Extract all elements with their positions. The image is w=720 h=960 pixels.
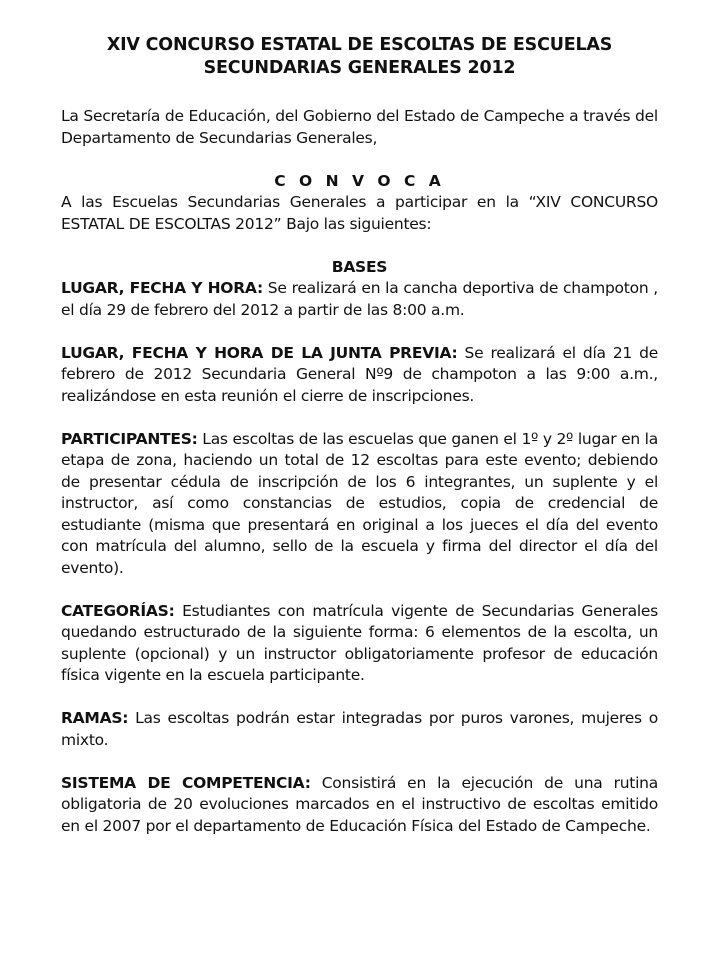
spacer [61, 687, 658, 709]
section-text: Las escoltas de las escuelas que ganen el 1º y 2º lugar en la etapa de zona, haciendo un total de 12 escoltas para este evento; debiendo de presentar cédula de inscripción de los 6 integrantes, un suplente y el instructor, así como constancias de estudios, copia de credencial de estudiante (misma que presentará en original a los jueces el día del evento con matrícula del alumno, sello de la escuela y firma del director el día del evento). [61, 429, 658, 577]
section-text: Consistirá en la ejecución de una rutina obligatoria de 20 evoluciones marcados en el instructivo de escoltas emitido en el 2007 por el departamento de Educación Física del Estado de Campeche. [61, 773, 658, 835]
section-label: RAMAS: [61, 709, 129, 727]
title-line-1: XIV CONCURSO ESTATAL DE ESCOLTAS DE ESCUELAS [106, 35, 613, 55]
section-categorias [61, 601, 658, 687]
spacer [61, 321, 658, 343]
section-label: LUGAR, FECHA Y HORA DE LA JUNTA PREVIA: [61, 343, 458, 362]
document-page [61, 34, 658, 837]
section-text: Se realizará en la cancha deportiva de champoton , el día 29 de febrero del 2012 a partir de las 8:00 a.m. [61, 279, 658, 319]
convoca-heading: C O N V O C A [274, 171, 445, 190]
section-lugar-fecha-hora [61, 278, 658, 321]
section-participantes [61, 429, 658, 580]
section-sistema-competencia [61, 773, 658, 838]
section-label: PARTICIPANTES: [61, 429, 198, 448]
spacer [61, 407, 658, 429]
spacer [61, 579, 658, 601]
section-label: LUGAR, FECHA Y HORA: [61, 279, 263, 297]
spacer [61, 751, 658, 773]
section-junta-previa [61, 343, 658, 408]
spacer [61, 149, 658, 171]
title-line-2: SECUNDARIAS GENERALES 2012 [203, 58, 516, 78]
intro-paragraph: La Secretaría de Educación, del Gobierno del Estado de Campeche a través del Departamento de Secundarias Generales, [61, 107, 658, 147]
section-ramas [61, 708, 658, 751]
document-title [61, 34, 658, 80]
section-label: CATEGORÍAS: [61, 601, 175, 620]
convoca-paragraph: A las Escuelas Secundarias Generales a participar en la “XIV CONCURSO ESTATAL DE ESCOLTAS 2012” Bajo las siguientes: [61, 193, 658, 233]
spacer [61, 235, 658, 257]
section-label: SISTEMA DE COMPETENCIA: [61, 773, 311, 792]
section-text: Se realizará el día 21 de febrero de 2012 Secundaria General Nº9 de champoton a las 9:00 a.m., realizándose en esta reunión el cierre de inscripciones. [61, 343, 658, 405]
bases-heading: BASES [331, 257, 388, 276]
section-text: Las escoltas podrán estar integradas por puros varones, mujeres o mixto. [61, 709, 658, 749]
section-text: Estudiantes con matrícula vigente de Secundarias Generales quedando estructurado de la siguiente forma: 6 elementos de la escolta, un suplente (opcional) y un instructor obligatoriamente profesor de educación física vigente en la escuela participante. [61, 601, 658, 684]
